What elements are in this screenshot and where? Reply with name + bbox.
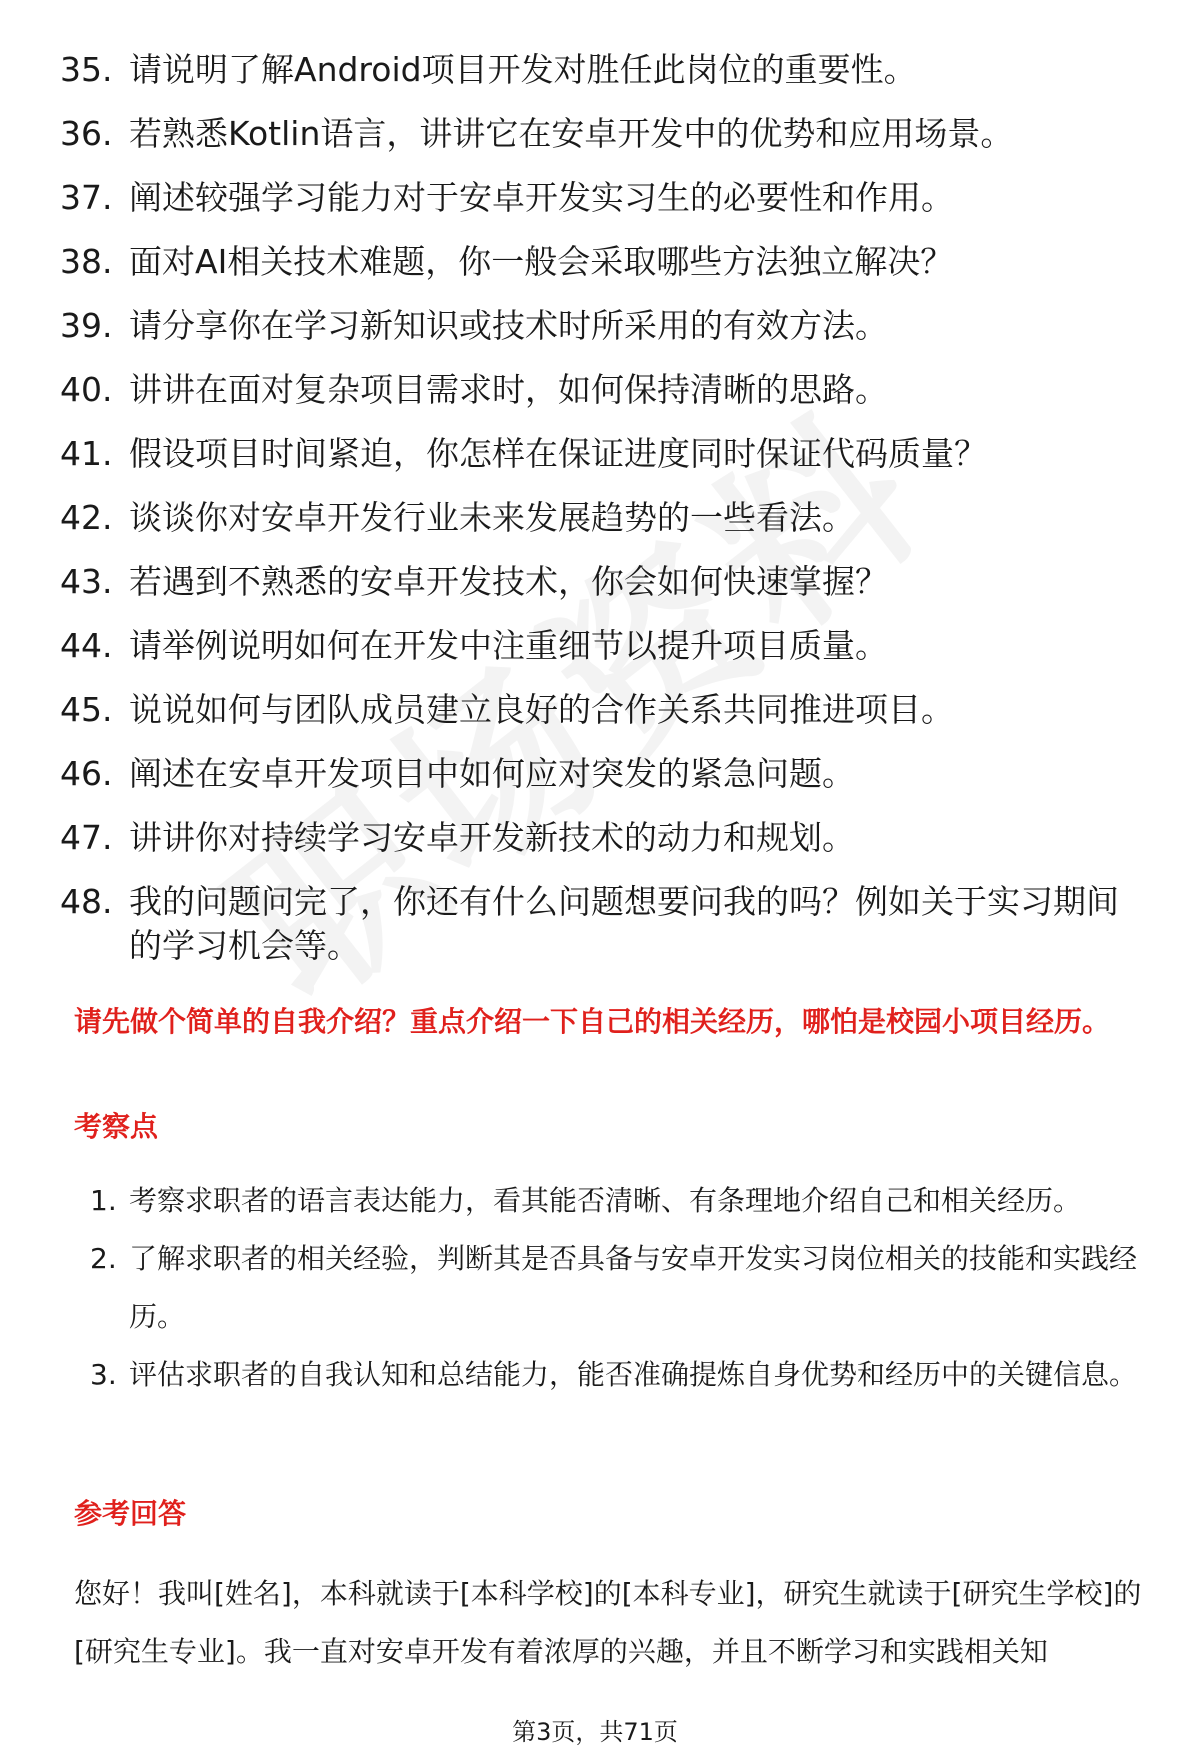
question-number: 38. [60,242,113,281]
question-number: 40. [60,370,113,409]
point-text: 评估求职者的自我认知和总结能力，能否准确提炼自身优势和经历中的关键信息。 [129,1358,1138,1391]
question-number: 35. [60,50,113,89]
list-item [60,496,1150,540]
question-number: 41. [60,434,113,473]
question-number: 42. [60,498,113,537]
list-item [60,688,1150,732]
point-text: 考察求职者的语言表达能力，看其能否清晰、有条理地介绍自己和相关经历。 [129,1184,1082,1217]
question-text: 请举例说明如何在开发中注重细节以提升项目质量。 [129,626,888,665]
list-item [60,240,1150,284]
question-number: 37. [60,178,113,217]
exam-points-heading: 考察点 [74,1110,159,1143]
point-number: 3. [90,1358,117,1391]
question-number: 47. [60,818,113,857]
list-item [60,432,1150,476]
question-text: 假设项目时间紧迫，你怎样在保证进度同时保证代码质量？ [129,434,987,473]
list-item [90,1172,1160,1230]
question-text: 讲讲在面对复杂项目需求时，如何保持清晰的思路。 [129,370,888,409]
list-item [60,112,1150,156]
featured-question: 请先做个简单的自我介绍？重点介绍一下自己的相关经历，哪怕是校园小项目经历。 [74,1005,1111,1038]
question-list [60,48,1150,988]
question-number: 46. [60,754,113,793]
list-item [60,624,1150,668]
point-text: 了解求职者的相关经验，判断其是否具备与安卓开发实习岗位相关的技能和实践经历。 [129,1242,1138,1333]
question-number: 36. [60,114,113,153]
list-item [90,1230,1160,1346]
list-item [60,560,1150,604]
question-number: 44. [60,626,113,665]
question-number: 39. [60,306,113,345]
point-number: 1. [90,1184,117,1217]
question-text: 谈谈你对安卓开发行业未来发展趋势的一些看法。 [129,498,855,537]
question-text: 请分享你在学习新知识或技术时所采用的有效方法。 [129,306,888,345]
list-item [60,368,1150,412]
question-text: 讲讲你对持续学习安卓开发新技术的动力和规划。 [129,818,855,857]
exam-points-list [90,1172,1160,1404]
list-item [60,752,1150,796]
answer-heading: 参考回答 [74,1497,187,1530]
list-item [60,816,1150,860]
point-number: 2. [90,1242,117,1275]
question-text: 阐述较强学习能力对于安卓开发实习生的必要性和作用。 [129,178,954,217]
list-item [60,176,1150,220]
list-item [60,880,1150,968]
question-text: 请说明了解Android项目开发对胜任此岗位的重要性。 [129,50,917,89]
list-item [60,48,1150,92]
question-number: 48. [60,882,113,921]
question-text: 我的问题问完了，你还有什么问题想要问我的吗？例如关于实习期间的学习机会等。 [129,882,1119,965]
question-text: 阐述在安卓开发项目中如何应对突发的紧急问题。 [129,754,855,793]
question-text: 说说如何与团队成员建立良好的合作关系共同推进项目。 [129,690,954,729]
question-text: 若熟悉Kotlin语言，讲讲它在安卓开发中的优势和应用场景。 [129,114,1014,153]
question-text: 若遇到不熟悉的安卓开发技术，你会如何快速掌握？ [129,562,888,601]
question-number: 45. [60,690,113,729]
page-footer: 第3页，共71页 [512,1718,678,1746]
answer-paragraph: 您好！我叫[姓名]，本科就读于[本科学校]的[本科专业]，研究生就读于[研究生学校]的[研究生专业]。我一直对安卓开发有着浓厚的兴趣，并且不断学习和实践相关知 [74,1577,1142,1668]
question-number: 43. [60,562,113,601]
list-item [90,1346,1160,1404]
list-item [60,304,1150,348]
question-text: 面对AI相关技术难题，你一般会采取哪些方法独立解决？ [129,242,954,281]
